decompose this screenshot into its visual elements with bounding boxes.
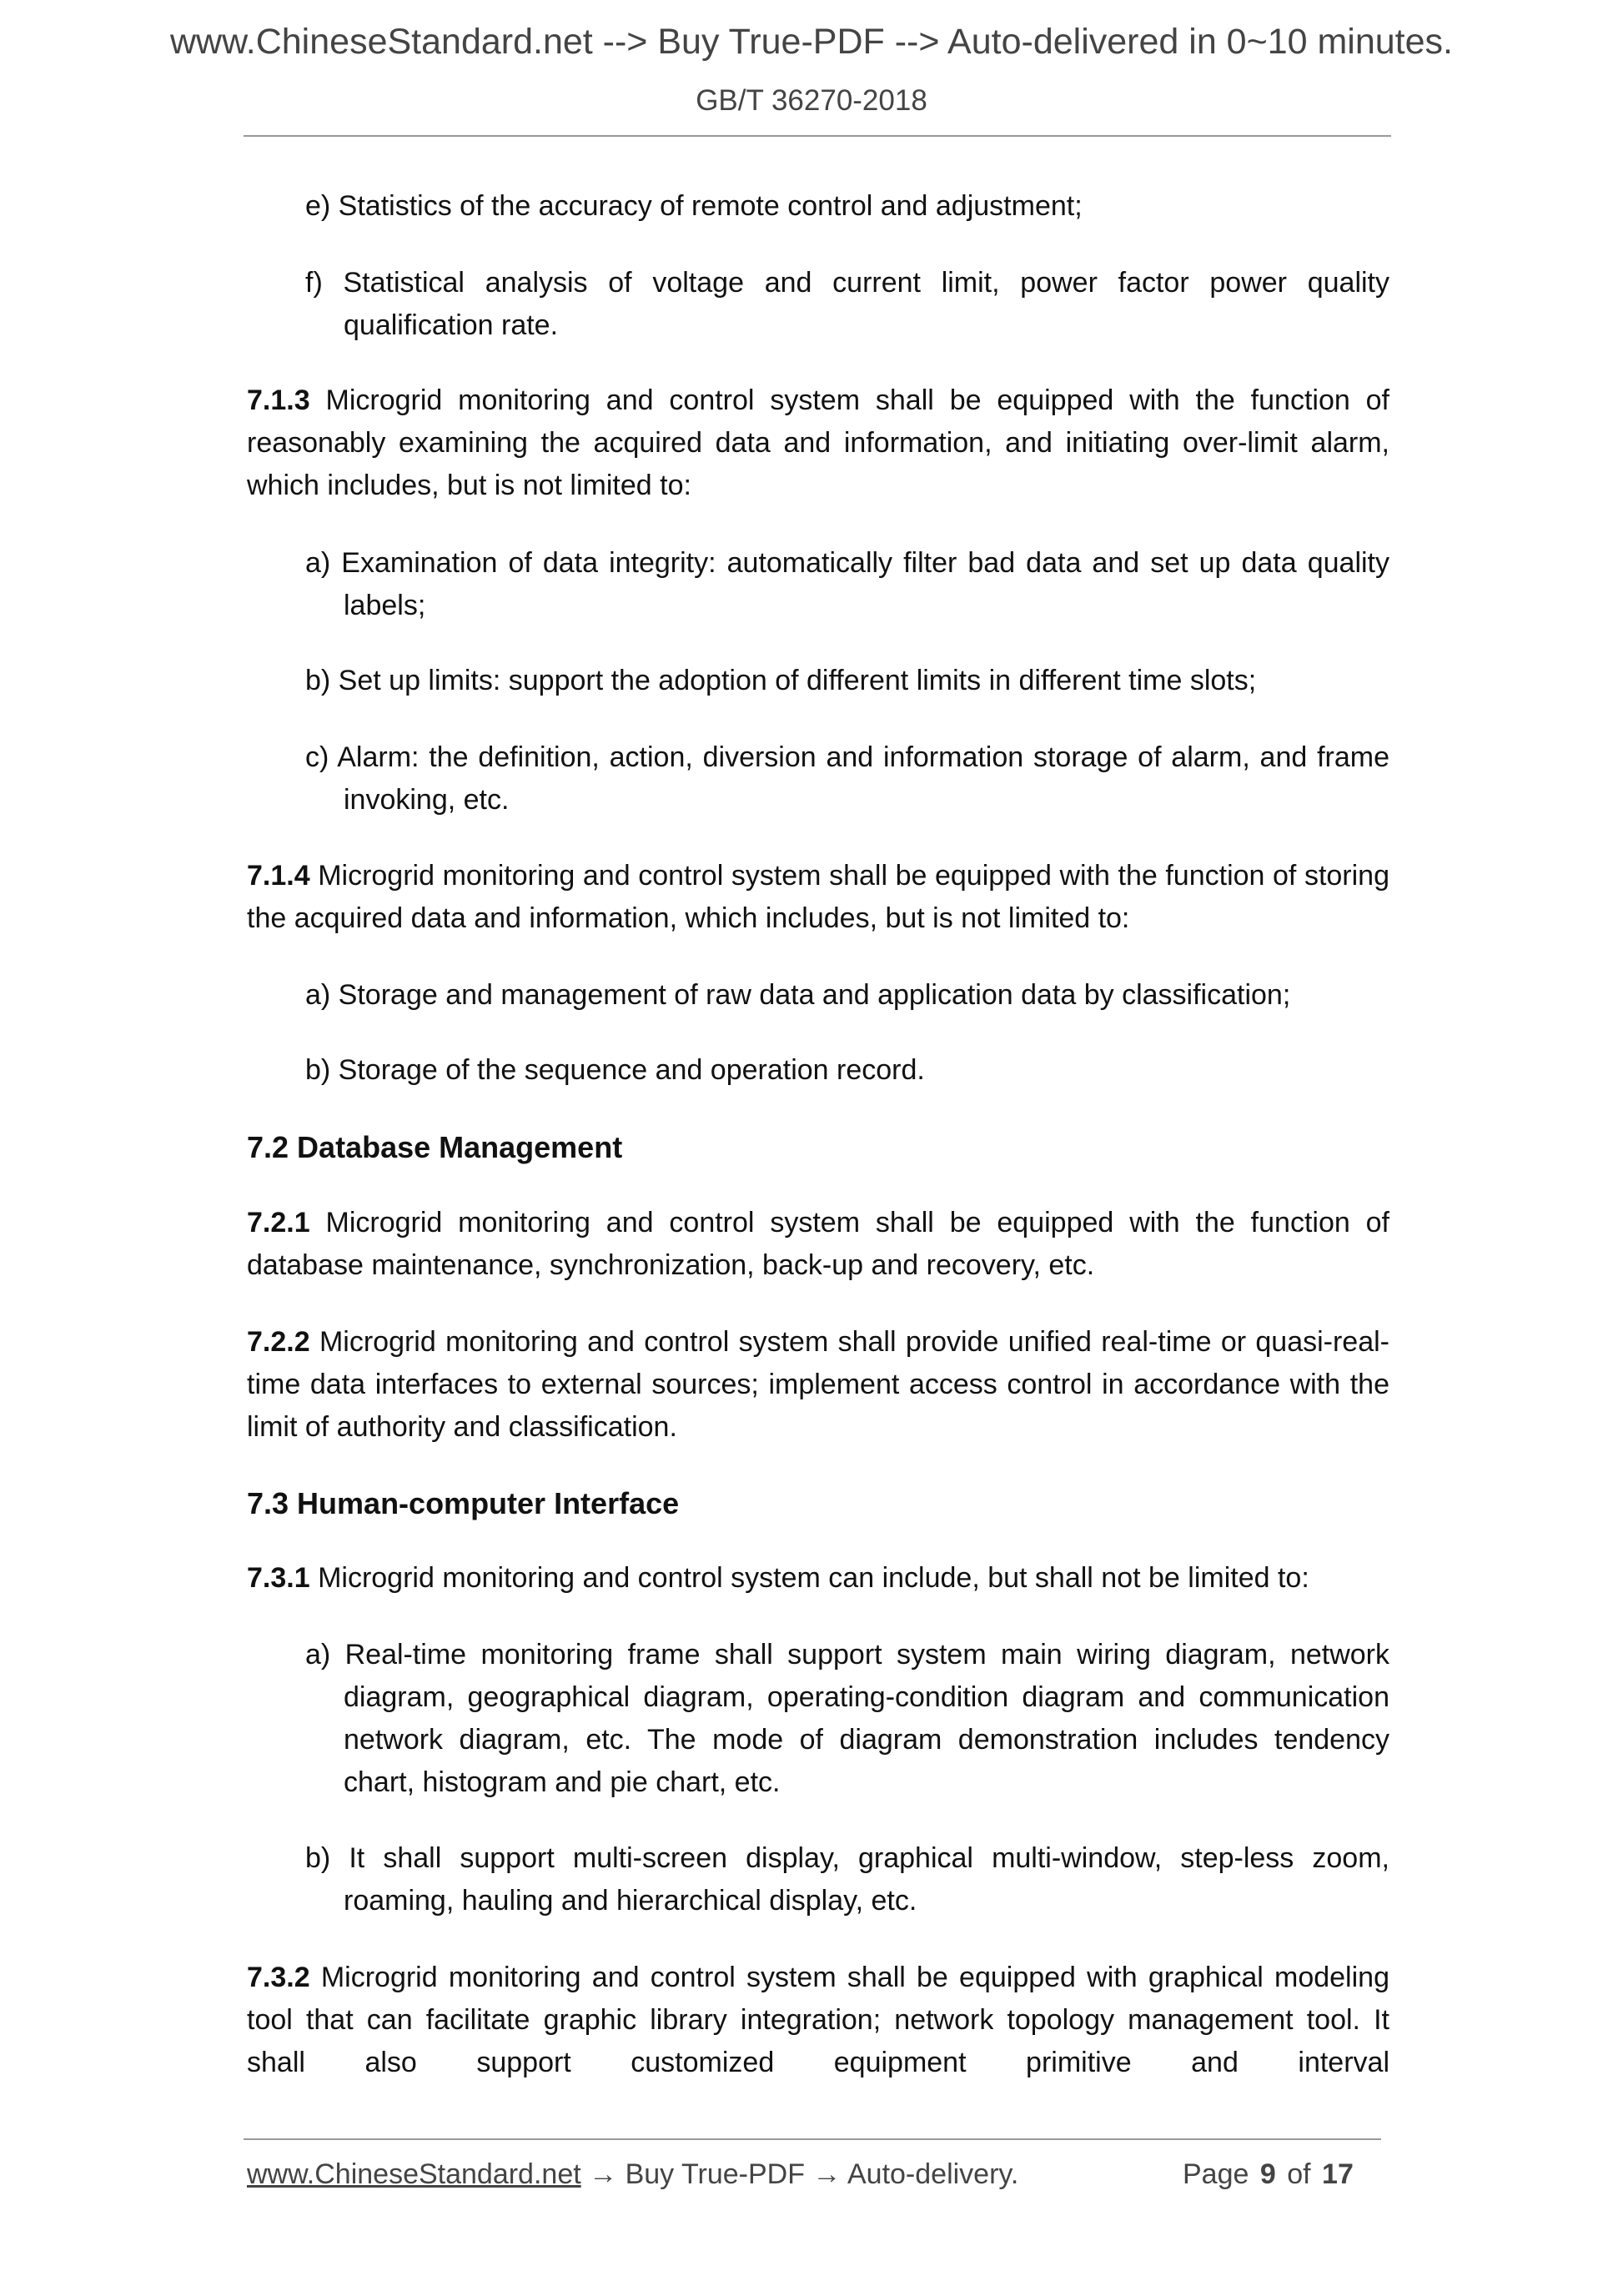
clause-number: 7.2.1 [247, 1207, 310, 1238]
footer-divider [244, 2138, 1381, 2140]
page-of: of [1287, 2158, 1311, 2190]
page-indicator [1183, 2158, 1354, 2191]
footer-left [247, 2158, 1018, 2191]
header-divider [244, 135, 1391, 137]
clause-number: 7.2.2 [247, 1326, 310, 1358]
clause-text: Microgrid monitoring and control system shall be equipped with the function of storing the acquired data and information, which includes, but is not limited to: [247, 860, 1389, 934]
footer-link[interactable]: www.ChineseStandard.net [247, 2158, 581, 2190]
list-item-b: b) It shall support multi-screen display, graphical multi-window, step-less zoom, roaming, hauling and hierarchical display, etc. [305, 1842, 1389, 1917]
clause-text: Microgrid monitoring and control system shall provide unified real-time or quasi-real-time data interfaces to external sources; implement access control in accordance with the limit of authority and classification. [247, 1326, 1389, 1443]
clause-text: Microgrid monitoring and control system shall be equipped with the function of reasonably examining the acquired data and information, and initiating over-limit alarm, which includes, but is not limited to: [247, 384, 1389, 501]
clause-number: 7.1.3 [247, 384, 310, 416]
clause-7-2-1 [247, 1202, 1389, 1287]
section-heading-7-3: 7.3 Human-computer Interface [247, 1486, 680, 1520]
list-item-f: f) Statistical analysis of voltage and current limit, power factor power quality qualification rate. [305, 267, 1389, 341]
list-item-c: c) Alarm: the definition, action, diversion and information storage of alarm, and frame invoking, etc. [305, 741, 1389, 816]
section-heading-7-2: 7.2 Database Management [247, 1130, 623, 1164]
clause-text: Microgrid monitoring and control system can include, but shall not be limited to: [309, 1562, 1309, 1594]
list-item-a: a) Storage and management of raw data and application data by classification; [305, 979, 1291, 1011]
clause-7-3-1 [247, 1557, 1389, 1600]
clause-number: 7.3.1 [247, 1562, 310, 1594]
list-item-a: a) Real-time monitoring frame shall support system main wiring diagram, network diagram, geographical diagram, operating-condition diagram and communication network diagram, etc. The mode of diagram demonstration includes tendency chart, histogram and pie chart, etc. [305, 1639, 1389, 1798]
clause-7-2-2 [247, 1321, 1389, 1449]
clause-7-3-2 [247, 1957, 1389, 2084]
page-number: 9 [1259, 2158, 1276, 2190]
list-item-b: b) Storage of the sequence and operation record. [305, 1054, 925, 1086]
clause-number: 7.1.4 [247, 860, 310, 892]
clause-7-1-3 [247, 379, 1389, 507]
list-item-b: b) Set up limits: support the adoption of different limits in different time slots; [305, 665, 1257, 696]
clause-number: 7.3.2 [247, 1962, 310, 1993]
clause-7-1-4 [247, 855, 1389, 940]
page-total: 17 [1322, 2158, 1354, 2190]
header-banner: www.ChineseStandard.net --> Buy True-PDF --> Auto-delivered in 0~10 minutes. [169, 22, 1453, 62]
list-item-e: e) Statistics of the accuracy of remote control and adjustment; [305, 190, 1083, 222]
standard-number: GB/T 36270-2018 [696, 84, 927, 117]
clause-text: Microgrid monitoring and control system shall be equipped with the function of database maintenance, synchronization, back-up and recovery, etc. [247, 1207, 1389, 1281]
footer-text: → Buy True-PDF → Auto-delivery. [580, 2158, 1019, 2190]
clause-text: Microgrid monitoring and control system shall be equipped with graphical modeling tool that can facilitate graphic library integration; network topology management tool. It shall also support customized equipment primitive and interval [247, 1962, 1389, 2078]
list-item-a: a) Examination of data integrity: automatically filter bad data and set up data quality labels; [305, 547, 1389, 621]
page-label: Page [1183, 2158, 1249, 2190]
